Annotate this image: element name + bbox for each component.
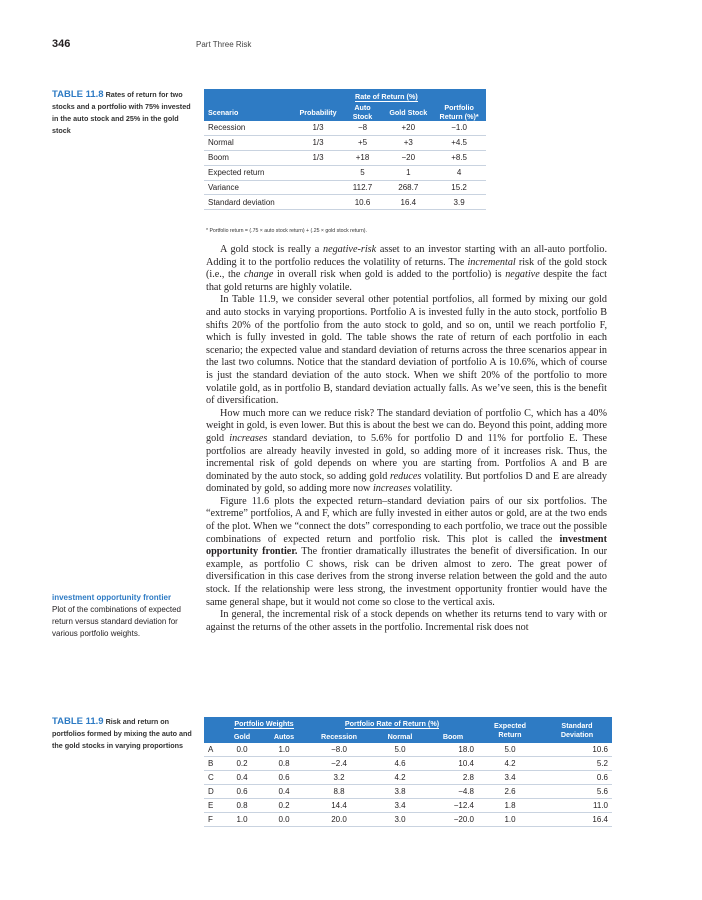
table-11-8-caption-text: Rates of return for two stocks and a portfolio with 75% invested in the auto stock and 25% in the gold stock [52, 90, 191, 135]
cell: 16.4 [384, 195, 432, 210]
paragraph: In Table 11.9, we consider several other potential portfolios, all formed by mixing our gold and auto stocks in varying proportions. Portfolio A is invested fully in the auto stock, portfolio B shifts 20% of the portfolio from the auto stock to gold, and so on, until we reach portfolio F, which is fully invested in gold. The table shows the rate of return of each portfolio in each scenario; the expected value and standard deviation of returns across the three scenarios appear in the last two columns. Notice that the standard deviation of portfolio A is 10.6%, which of course is just the standard deviation of the auto stock. When we shift 20% of the portfolio to more volatile gold, as in portfolio B, standard deviation actually falls. As we’ve seen, this is the benefit of diversification. [206, 294, 607, 407]
cell: 0.2 [222, 757, 262, 771]
cell: 10.6 [542, 743, 612, 757]
cell: 0.6 [262, 771, 306, 785]
cell: 3.2 [306, 771, 372, 785]
cell: 5.6 [542, 785, 612, 799]
table-11-9-label: TABLE 11.9 [52, 716, 104, 727]
table-row [204, 165, 486, 180]
paragraph: Figure 11.6 plots the expected return–standard deviation pairs of our six portfolios. The “extreme” portfolios, A and F, which are fully invested in either autos or gold, are at the two ends of the plot. When we “connect the dots” corresponding to each portfolio, we trace out the possible combinations of expected return and portfolio risk. This plot is called the investment opportunity frontier. The frontier dramatically illustrates the benefit of diversification. In our example, as portfolio C shows, risk can be driven almost to zero. The great power of diversification in this case derives from the strong inverse relation between the gold and the auto stock. If the relationship were less strong, the investment opportunity frontier would have the same general shape, but it would not come so close to the vertical axis. [206, 495, 607, 608]
table-11-9-caption [52, 716, 194, 752]
cell: +8.5 [432, 150, 486, 165]
cell: 0.8 [222, 799, 262, 813]
table-row [204, 180, 486, 195]
t9-col-expected: Expected Return [494, 721, 526, 739]
cell: 15.2 [432, 180, 486, 195]
running-header: Part Three Risk [196, 40, 252, 49]
body-text [206, 244, 607, 634]
t8-group-header: Rate of Return (%) [355, 91, 418, 101]
cell: 0.0 [222, 743, 262, 757]
t8-col-probability: Probability [299, 107, 337, 117]
table-row [204, 195, 486, 210]
cell: 11.0 [542, 799, 612, 813]
cell: 1.0 [262, 743, 306, 757]
table-row [204, 813, 612, 827]
cell: 0.4 [262, 785, 306, 799]
cell: 18.0 [428, 743, 478, 757]
table-row [204, 150, 486, 165]
table-11-8-footnote: * Portfolio return = (.75 × auto stock return) + (.25 × gold stock return). [206, 228, 367, 234]
cell: 3.0 [372, 813, 428, 827]
cell: 1/3 [295, 135, 340, 150]
t8-col-scenario: Scenario [208, 107, 239, 117]
cell: 5.0 [478, 743, 542, 757]
cell: 1.0 [478, 813, 542, 827]
paragraph: A gold stock is really a negative-risk asset to an investor starting with an all-auto portfolio. Adding it to the portfolio reduces the volatility of returns. The incremental risk of the gold stock (i.e., the change in overall risk when gold is added to the portfolio) is negative despite the fact that gold returns are highly volatile. [206, 244, 607, 293]
cell: Boom [204, 150, 295, 165]
cell: 4 [432, 165, 486, 180]
cell: Recession [204, 121, 295, 135]
glossary-note [52, 592, 192, 640]
cell: 0.6 [222, 785, 262, 799]
cell: −2.4 [306, 757, 372, 771]
cell: 4.2 [372, 771, 428, 785]
cell: F [204, 813, 222, 827]
cell: Variance [204, 180, 295, 195]
t8-col-auto: Auto Stock [352, 103, 373, 121]
cell: Normal [204, 135, 295, 150]
cell: B [204, 757, 222, 771]
cell: 4.2 [478, 757, 542, 771]
cell: 2.8 [428, 771, 478, 785]
cell: 0.2 [262, 799, 306, 813]
cell: 0.8 [262, 757, 306, 771]
cell: Standard deviation [204, 195, 295, 210]
cell: 1/3 [295, 150, 340, 165]
key-term: investment opportunity frontier. [206, 533, 607, 558]
paragraph: How much more can we reduce risk? The standard deviation of portfolio C, which has a 40% weight in gold, is even lower. But this is about the best we can do. Beyond this point, adding more gold increases standard deviation, to 5.6% for portfolio D and 11% for portfolio E. These portfolios are already heavily invested in gold, so adding more of it increases risk. Thus, the incremental risk of gold depends on where you are starting from. Portfolios A and B are dominated by the auto stock, so adding gold reduces volatility. But portfolios D and E are already dominated by gold, so adding more now increases volatility. [206, 407, 607, 495]
cell: 3.4 [478, 771, 542, 785]
cell: A [204, 743, 222, 757]
cell: 3.9 [432, 195, 486, 210]
cell: +3 [384, 135, 432, 150]
cell: Expected return [204, 165, 295, 180]
cell [295, 165, 340, 180]
cell: 1/3 [295, 121, 340, 135]
t9-group-weights: Portfolio Weights [234, 719, 294, 728]
t9-col-boom: Boom [442, 732, 464, 741]
t9-col-gold: Gold [233, 732, 251, 741]
cell: −8.0 [306, 743, 372, 757]
cell: 4.6 [372, 757, 428, 771]
cell: 2.6 [478, 785, 542, 799]
cell: 5.0 [372, 743, 428, 757]
table-11-8-caption [52, 89, 192, 137]
cell: 14.4 [306, 799, 372, 813]
cell: 1.0 [222, 813, 262, 827]
cell: 5.2 [542, 757, 612, 771]
table-11-9 [204, 717, 612, 827]
cell: 10.4 [428, 757, 478, 771]
table-row [204, 771, 612, 785]
cell: 1 [384, 165, 432, 180]
table-row [204, 121, 486, 135]
cell: 268.7 [384, 180, 432, 195]
cell: 10.6 [341, 195, 385, 210]
cell: 8.8 [306, 785, 372, 799]
paragraph: In general, the incremental risk of a stock depends on whether its returns tend to vary with or against the returns of the other assets in the portfolio. Incremental risk does not [206, 609, 607, 633]
table-11-8-label: TABLE 11.8 [52, 89, 104, 100]
cell: C [204, 771, 222, 785]
cell: −4.8 [428, 785, 478, 799]
cell: −20 [384, 150, 432, 165]
cell: +5 [341, 135, 385, 150]
cell [295, 180, 340, 195]
cell: −20.0 [428, 813, 478, 827]
t9-col-stdev: Standard Deviation [560, 721, 594, 739]
cell: 0.0 [262, 813, 306, 827]
t9-group-returns: Portfolio Rate of Return (%) [344, 719, 440, 728]
cell: 20.0 [306, 813, 372, 827]
cell: 16.4 [542, 813, 612, 827]
cell: +18 [341, 150, 385, 165]
cell: −8 [341, 121, 385, 135]
table-row [204, 785, 612, 799]
cell: D [204, 785, 222, 799]
cell [295, 195, 340, 210]
cell: 3.4 [372, 799, 428, 813]
table-row [204, 135, 486, 150]
cell: 0.6 [542, 771, 612, 785]
t9-col-autos: Autos [273, 732, 295, 741]
cell: 0.4 [222, 771, 262, 785]
glossary-definition: Plot of the combinations of expected return versus standard deviation for various portfolio weights. [52, 605, 181, 638]
glossary-term: investment opportunity frontier [52, 593, 172, 602]
cell: E [204, 799, 222, 813]
t9-col-recession: Recession [321, 732, 357, 741]
table-row [204, 743, 612, 757]
table-11-8 [204, 89, 486, 210]
t8-col-gold: Gold Stock [389, 107, 428, 117]
cell: −12.4 [428, 799, 478, 813]
t8-col-portfolio: Portfolio Return (%)* [439, 103, 479, 121]
cell: 5 [341, 165, 385, 180]
table-11-9-caption-text: Risk and return on portfolios formed by mixing the auto and the gold stocks in varying proportions [52, 717, 192, 750]
cell: −1.0 [432, 121, 486, 135]
cell: 112.7 [341, 180, 385, 195]
cell: +20 [384, 121, 432, 135]
cell: +4.5 [432, 135, 486, 150]
page-number: 346 [52, 38, 71, 50]
cell: 1.8 [478, 799, 542, 813]
table-row [204, 799, 612, 813]
table-row [204, 757, 612, 771]
cell: 3.8 [372, 785, 428, 799]
t9-col-normal: Normal [387, 732, 413, 741]
